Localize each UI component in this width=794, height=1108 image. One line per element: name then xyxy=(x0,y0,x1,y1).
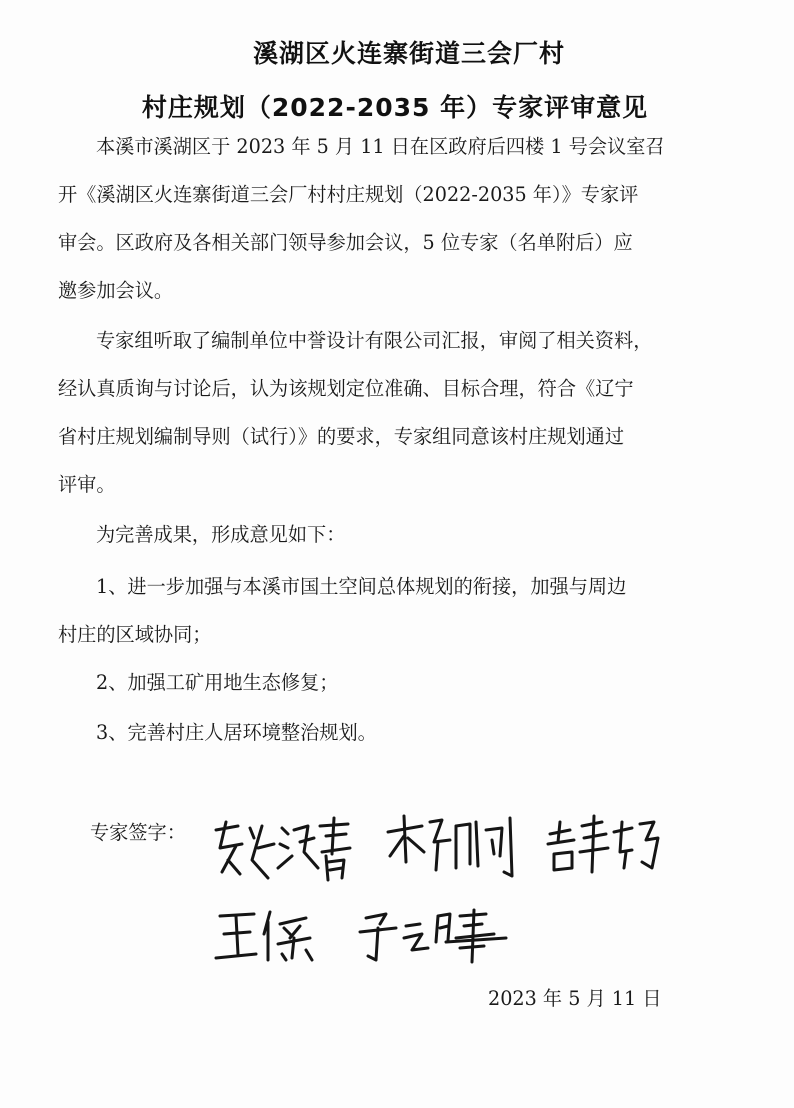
paragraph-1-line-3: 审会。区政府及各相关部门领导参加会议，5 位专家（名单附后）应 xyxy=(58,231,633,254)
paragraph-1-line-1: 本溪市溪湖区于 2023 年 5 月 11 日在区政府后四楼 1 号会议室召 xyxy=(96,135,665,158)
signature-2 xyxy=(384,812,524,882)
paragraph-3: 为完善成果，形成意见如下： xyxy=(96,523,346,546)
paragraph-1-line-2: 开《溪湖区火连寨街道三会厂村村庄规划（2022-2035 年）》专家评 xyxy=(58,183,639,206)
paragraph-2-line-1: 专家组听取了编制单位中誉设计有限公司汇报，审阅了相关资料， xyxy=(96,329,653,352)
signature-label: 专家签字： xyxy=(90,821,186,844)
signature-4 xyxy=(210,904,330,968)
paragraph-2-line-2: 经认真质询与讨论后，认为该规划定位准确、目标合理，符合《辽宁 xyxy=(58,377,634,400)
paragraph-1-line-4: 邀参加会议。 xyxy=(58,279,174,302)
opinion-item-1-line-1: 1、进一步加强与本溪市国土空间总体规划的衔接，加强与周边 xyxy=(96,575,627,598)
document-title-line1: 溪湖区火连寨街道三会厂村 xyxy=(252,39,565,68)
signature-5 xyxy=(356,902,516,968)
signature-3 xyxy=(542,812,672,878)
opinion-item-3: 3、完善村庄人居环境整治规划。 xyxy=(96,721,377,744)
opinion-item-1-line-2: 村庄的区域协同； xyxy=(58,623,212,646)
signature-1 xyxy=(208,808,358,886)
document-date: 2023 年 5 月 11 日 xyxy=(488,987,662,1010)
opinion-item-2: 2、加强工矿用地生态修复； xyxy=(96,671,339,694)
document-title-line2: 村庄规划（2022-2035 年）专家评审意见 xyxy=(141,93,649,122)
paragraph-2-line-4: 评审。 xyxy=(58,473,116,496)
paragraph-2-line-3: 省村庄规划编制导则（试行）》的要求，专家组同意该村庄规划通过 xyxy=(58,425,625,448)
